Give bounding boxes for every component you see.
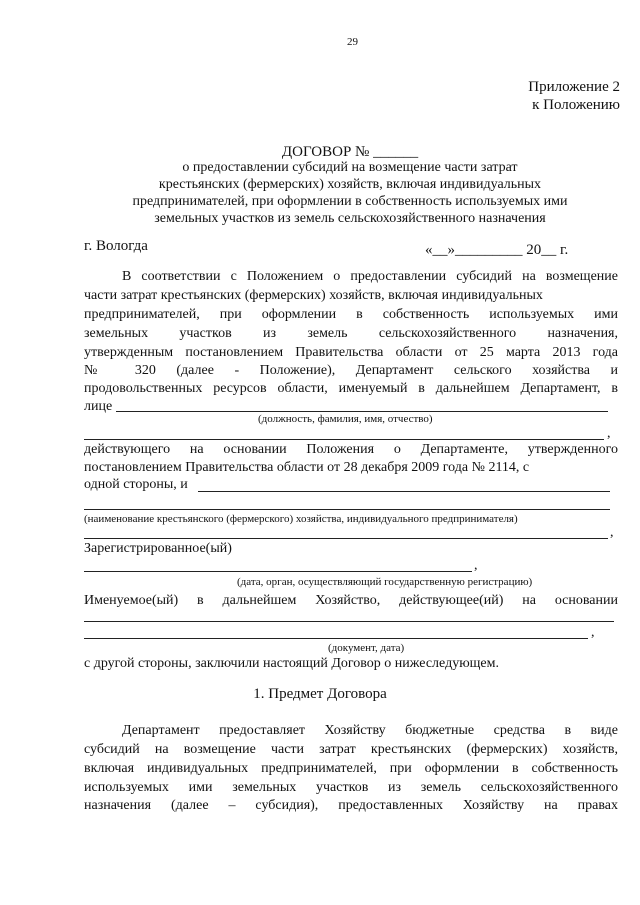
para3-line-5: назначения (далее – субсидия), предоставленных Хозяйству на правах xyxy=(84,798,618,813)
para1-line-3: предпринимателей, при оформлении в собственность используемых ими xyxy=(84,307,618,322)
party-fill-line xyxy=(198,491,610,492)
position-fill-line-2 xyxy=(84,439,604,440)
section-1-heading: 1. Предмет Договора xyxy=(253,686,387,702)
appendix-line-2: к Положению xyxy=(532,97,620,113)
date-template: «__»_________ 20__ г. xyxy=(425,242,569,258)
para1-line-7: продовольственных ресурсов области, именуемый в дальнейшем Департамент, в xyxy=(84,381,618,396)
appendix-line-1: Приложение 2 xyxy=(528,79,620,95)
para3-line-1: Департамент предоставляет Хозяйству бюджетные средства в виде xyxy=(122,723,618,738)
caption-position: (должность, фамилия, имя, отчество) xyxy=(258,413,433,425)
position-fill-line xyxy=(116,411,608,412)
party-fill-line-3 xyxy=(84,538,608,539)
para3-line-4: используемых ими земельных участков из земель сельскохозяйственного xyxy=(84,780,618,795)
para2-line-1: действующего на основании Положения о Департаменте, утвержденного xyxy=(84,442,618,457)
para3-line-2: субсидий на возмещение части затрат крестьянских (фермерских) хозяйств, xyxy=(84,742,618,757)
named-line: Именуемое(ый) в дальнейшем Хозяйство, действующее(ий) на основании xyxy=(84,593,618,608)
doc-fill-line xyxy=(84,621,614,622)
title-line-5: земельных участков из земель сельскохозяйственного назначения xyxy=(154,211,546,226)
caption-reg: (дата, орган, осуществляющий государственную регистрацию) xyxy=(237,576,533,588)
contract-title: ДОГОВОР № ______ xyxy=(281,144,419,160)
doc-fill-line-2 xyxy=(84,638,588,639)
para3-line-3: включая индивидуальных предпринимателей, при оформлении в собственность xyxy=(84,761,618,776)
comma-3: , xyxy=(474,558,478,573)
other-side-line: с другой стороны, заключили настоящий Договор о нижеследующем. xyxy=(84,656,500,671)
title-line-4: предпринимателей, при оформлении в собственность используемых ими xyxy=(132,194,568,209)
reg-fill-line xyxy=(84,571,472,572)
page-number: 29 xyxy=(347,36,358,48)
para1-line-5: утвержденным постановлением Правительства области от 25 марта 2013 года xyxy=(84,345,618,360)
comma-1: , xyxy=(607,426,611,441)
para1-line-6: № 320 (далее - Положение), Департамент сельского хозяйства и xyxy=(84,363,618,378)
para1-line-2: части затрат крестьянских (фермерских) хозяйств, включая индивидуальных xyxy=(84,288,543,303)
para2-line-3: одной стороны, и xyxy=(84,477,188,492)
title-line-2: о предоставлении субсидий на возмещение части затрат xyxy=(182,160,518,175)
party-fill-line-2 xyxy=(84,509,610,510)
lico-label: лице xyxy=(84,399,113,414)
comma-4: , xyxy=(591,625,595,640)
caption-doc: (документ, дата) xyxy=(328,642,405,654)
registered-label: Зарегистрированное(ый) xyxy=(84,541,232,556)
para1-line-4: земельных участков из земель сельскохозяйственного назначения, xyxy=(84,326,618,341)
para2-line-2: постановлением Правительства области от 28 декабря 2009 года № 2114, с xyxy=(84,460,530,475)
place: г. Вологда xyxy=(84,238,148,254)
caption-farm: (наименование крестьянского (фермерского) хозяйства, индивидуального предпринимателя) xyxy=(84,513,518,525)
comma-2: , xyxy=(610,525,614,540)
para1-line-1: В соответствии с Положением о предоставлении субсидий на возмещение xyxy=(122,269,618,284)
title-line-3: крестьянских (фермерских) хозяйств, включая индивидуальных xyxy=(158,177,542,192)
